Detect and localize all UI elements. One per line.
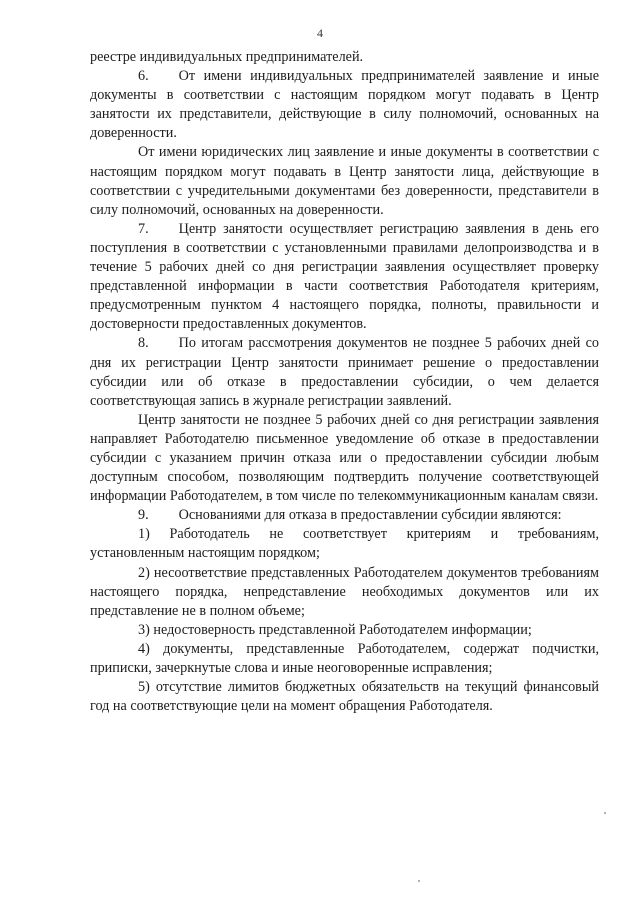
refusal-ground-5 bbox=[90, 678, 599, 716]
list-item-text: 4) документы, представленные Работодателем, содержат подчистки, приписки, зачеркнутые слова и иные неоговоренные исправления; bbox=[90, 640, 599, 676]
refusal-ground-1 bbox=[90, 525, 599, 563]
paragraph-8-notification bbox=[90, 411, 599, 506]
paragraph-6 bbox=[90, 67, 599, 143]
paragraph-continuation bbox=[90, 48, 599, 67]
paragraph-text: Центр занятости не позднее 5 рабочих дней со дня регистрации заявления направляет Работодателю письменное уведомление об отказе в предоставлении субсидии с указанием причин отказа или о предоставлении субсидии любым доступным способом, позволяющим подтвердить получение соответствующей информации Работодателем, в том числе по телекоммуникационным каналам связи. bbox=[90, 411, 599, 505]
paragraph-7 bbox=[90, 220, 599, 335]
paragraph-9 bbox=[90, 506, 599, 525]
paragraph-number: 9. bbox=[138, 507, 149, 524]
paragraph-text: От имени юридических лиц заявление и иные документы в соответствии с настоящим порядком могут подавать в Центр занятости лица, действующие в соответствии с учредительными документами без доверенности, представители в силу полномочий, основанных на доверенности. bbox=[90, 144, 599, 218]
paragraph-number: 6. bbox=[138, 68, 149, 85]
paragraph-text: По итогам рассмотрения документов не позднее 5 рабочих дней со дня их регистрации Центр занятости принимает решение о предоставлении субсидии или об отказе в предоставлении субсидии, о чем делается соответствующая запись в журнале регистрации заявлений. bbox=[90, 335, 599, 409]
refusal-ground-3 bbox=[90, 621, 599, 640]
paragraph-text: реестре индивидуальных предпринимателей. bbox=[90, 49, 364, 65]
list-item-text: 3) недостоверность представленной Работодателем информации; bbox=[138, 621, 532, 638]
paragraph-number: 7. bbox=[138, 220, 149, 237]
list-item-text: 2) несоответствие представленных Работодателем документов требованиям настоящего порядка, непредставление необходимых документов или их представление не в полном объеме; bbox=[90, 564, 599, 619]
paragraph-number: 8. bbox=[138, 335, 149, 352]
paragraph-6-legal-entities bbox=[90, 143, 599, 219]
refusal-ground-2 bbox=[90, 564, 599, 621]
paragraph-8 bbox=[90, 334, 599, 410]
page-number: 4 bbox=[317, 26, 323, 40]
paragraph-text: Центр занятости осуществляет регистрацию заявления в день его поступления в соответствии с установленными правилами делопроизводства и в течение 5 рабочих дней со дня регистрации заявления осуществляет проверку представленной информации в части соответствия Работодателя критериям, предусмотренным пунктом 4 настоящего порядка, полноты, правильности и достоверности предоставленных документов. bbox=[90, 220, 599, 333]
paragraph-text: От имени индивидуальных предпринимателей заявление и иные документы в соответствии с настоящим порядком могут подавать в Центр занятости их представители, действующие в силу полномочий, основанных на доверенности. bbox=[90, 68, 599, 142]
scan-speck bbox=[418, 880, 420, 882]
list-item-text: 1) Работодатель не соответствует критериям и требованиям, установленным настоящим порядком; bbox=[90, 526, 599, 562]
refusal-ground-4 bbox=[90, 640, 599, 678]
document-body bbox=[90, 48, 599, 716]
scan-speck bbox=[604, 812, 606, 814]
list-item-text: 5) отсутствие лимитов бюджетных обязательств на текущий финансовый год на соответствующие цели на момент обращения Работодателя. bbox=[90, 679, 599, 715]
paragraph-text: Основаниями для отказа в предоставлении субсидии являются: bbox=[178, 507, 562, 524]
